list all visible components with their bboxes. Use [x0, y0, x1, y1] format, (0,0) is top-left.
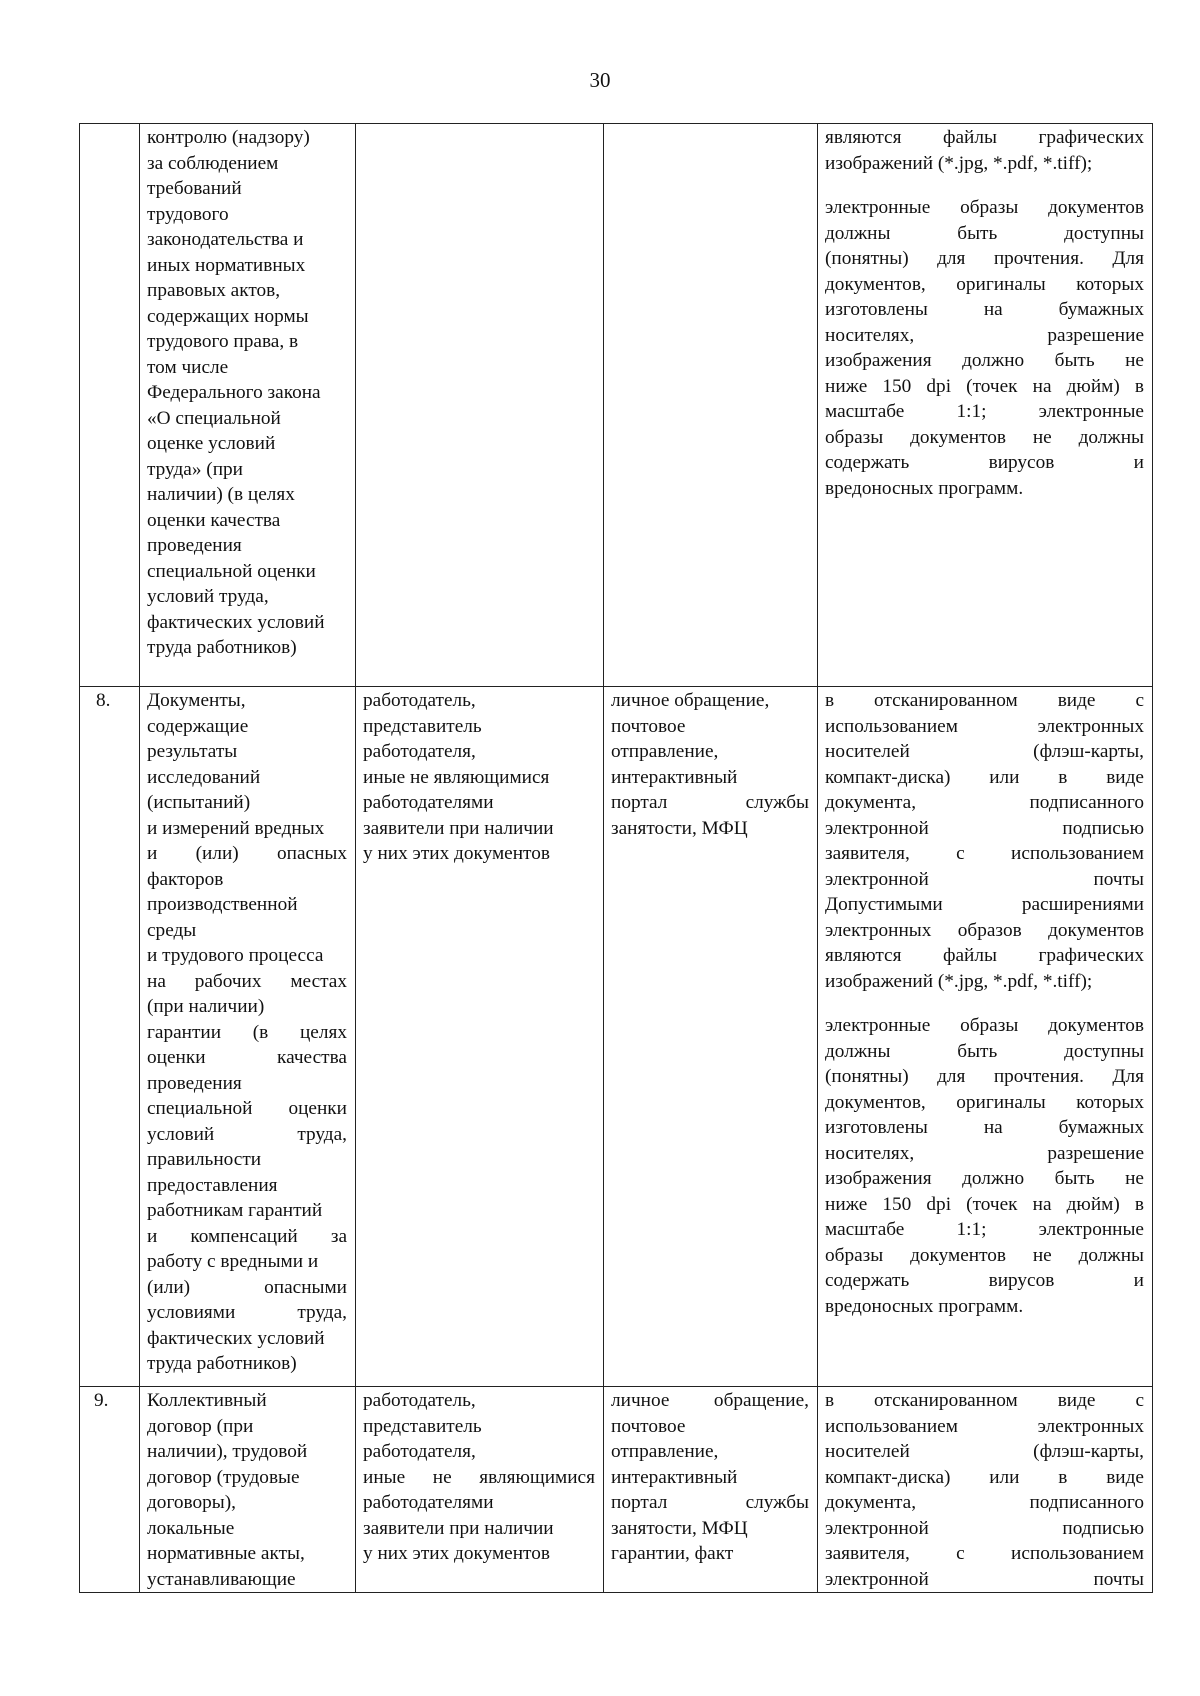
- text-line: отправление,: [611, 1441, 719, 1462]
- text-line: оценке условий: [147, 433, 276, 454]
- text-line: документов, оригиналы которых: [825, 273, 1144, 295]
- text-line: изображений (*.jpg, *.pdf, *.tiff);: [825, 970, 1093, 992]
- provider-cell: [356, 687, 604, 1387]
- documents-table: [79, 123, 1153, 1593]
- text-line: должны быть доступны: [825, 222, 1144, 244]
- text-line: носителей (флэш-карты,: [825, 741, 1144, 762]
- text-line: электронные образы документов: [825, 1015, 1144, 1036]
- text-line: носителей (флэш-карты,: [825, 1441, 1144, 1462]
- page-number: 30: [589, 68, 611, 92]
- text-line: заявители при наличии: [363, 1517, 554, 1539]
- text-line: портал службы: [611, 1492, 809, 1513]
- text-line: локальные: [147, 1517, 235, 1539]
- text-line: требований: [147, 178, 242, 199]
- text-line: нормативные акты,: [147, 1543, 305, 1564]
- row-number: 9.: [80, 1387, 140, 1593]
- text-line: электронной почты: [825, 868, 1144, 890]
- text-line: работодателя,: [363, 1441, 476, 1462]
- provider-cell: [356, 1387, 604, 1593]
- text-line: работодателями: [363, 1492, 494, 1513]
- text-line: трудового: [147, 203, 229, 225]
- text-line: изображения должно быть не: [825, 350, 1144, 371]
- text-line: образы документов не должны: [825, 426, 1144, 448]
- text-line: изображений (*.jpg, *.pdf, *.tiff);: [825, 152, 1093, 174]
- text-line: трудового права, в: [147, 331, 299, 352]
- text-line: электронных образов документов: [825, 919, 1144, 941]
- paragraph: [825, 1388, 1144, 1592]
- text-line: портал службы: [611, 792, 809, 813]
- text-line: ниже 150 dpi (точек на дюйм) в: [825, 1193, 1144, 1215]
- text-line: почтовое: [611, 715, 686, 737]
- text-line: оценки качества: [147, 1047, 347, 1068]
- text-line: (понятны) для прочтения. Для: [825, 248, 1144, 269]
- text-line: документов, оригиналы которых: [825, 1091, 1144, 1113]
- text-line: у них этих документов: [363, 843, 550, 864]
- text-line: проведения: [147, 1072, 242, 1094]
- text-line: заявители при наличии: [363, 817, 554, 839]
- text-line: изготовлены на бумажных: [825, 1117, 1144, 1138]
- text-line: носителях, разрешение: [825, 1142, 1144, 1164]
- text-line: работодателями: [363, 792, 494, 813]
- text-line: правильности: [147, 1149, 262, 1170]
- text-line: проведения: [147, 535, 242, 556]
- text-line: и трудового процесса: [147, 945, 324, 966]
- text-line: образы документов не должны: [825, 1244, 1144, 1266]
- text-line: труда работников): [147, 637, 297, 658]
- text-line: наличии) (в целях: [147, 484, 295, 505]
- text-line: труда работников): [147, 1353, 297, 1374]
- document-name-cell: [140, 687, 356, 1387]
- text-line: работу с вредными и: [147, 1251, 319, 1272]
- text-line: представитель: [363, 715, 482, 737]
- text-line: (испытаний): [147, 792, 251, 813]
- text-line: отправление,: [611, 741, 719, 762]
- text-line: за соблюдением: [147, 152, 279, 174]
- text-line: специальной оценки: [147, 1098, 347, 1119]
- text-line: носителях, разрешение: [825, 324, 1144, 346]
- text-line: предоставления: [147, 1174, 278, 1196]
- text-line: являются файлы графических: [825, 127, 1144, 148]
- paragraph: [825, 688, 1144, 994]
- format-requirements-cell: [818, 1387, 1153, 1593]
- text-line: среды: [147, 919, 197, 941]
- text-line: заявителя, с использованием: [825, 1543, 1144, 1564]
- text-line: Федерального закона: [147, 382, 321, 403]
- text-line: иных нормативных: [147, 254, 306, 276]
- text-line: контролю (надзору): [147, 127, 310, 148]
- document-name-cell: [140, 1387, 356, 1593]
- paragraph-gap: [825, 176, 1144, 195]
- text-line: «О специальной: [147, 407, 281, 429]
- text-line: документа, подписанного: [825, 1492, 1144, 1513]
- text-line: в отсканированном виде с: [825, 690, 1144, 711]
- document-name-cell: [140, 124, 356, 687]
- text-line: электронной подписью: [825, 817, 1144, 839]
- text-line: личное обращение,: [611, 690, 770, 711]
- text-line: изготовлены на бумажных: [825, 299, 1144, 320]
- text-line: договор (при: [147, 1415, 254, 1437]
- text-line: договор (трудовые: [147, 1466, 300, 1488]
- text-line: устанавливающие: [147, 1568, 296, 1590]
- text-line: компакт-диска) или в виде: [825, 766, 1144, 788]
- paragraph: [825, 1013, 1144, 1319]
- text-line: являются файлы графических: [825, 945, 1144, 966]
- text-line: и (или) опасных: [147, 843, 347, 864]
- table-row: [80, 124, 1153, 687]
- submission-method-cell: [604, 687, 818, 1387]
- text-line: документа, подписанного: [825, 792, 1144, 813]
- row-number: 8.: [80, 687, 140, 1387]
- text-line: электронной подписью: [825, 1517, 1144, 1539]
- text-line: работодатель,: [363, 690, 476, 711]
- text-line: (понятны) для прочтения. Для: [825, 1066, 1144, 1087]
- format-requirements-cell: [818, 124, 1153, 687]
- text-line: результаты: [147, 741, 238, 762]
- text-line: (или) опасными: [147, 1276, 347, 1298]
- text-line: компакт-диска) или в виде: [825, 1466, 1144, 1488]
- text-line: личное обращение,: [611, 1390, 809, 1411]
- submission-method-cell: [604, 1387, 818, 1593]
- text-line: оценки качества: [147, 509, 281, 531]
- text-line: специальной оценки: [147, 560, 316, 582]
- text-line: работникам гарантий: [147, 1200, 323, 1221]
- paragraph: [825, 195, 1144, 501]
- table-row: [80, 687, 1153, 1387]
- submission-method-cell: [604, 124, 818, 687]
- text-line: (при наличии): [147, 996, 265, 1017]
- text-line: представитель: [363, 1415, 482, 1437]
- text-line: Коллективный: [147, 1390, 267, 1411]
- text-line: фактических условий: [147, 611, 325, 633]
- text-line: вредоносных программ.: [825, 477, 1024, 499]
- text-line: почтовое: [611, 1415, 686, 1437]
- text-line: электронной почты: [825, 1568, 1144, 1590]
- text-line: Документы,: [147, 690, 246, 711]
- text-line: заявителя, с использованием: [825, 843, 1144, 864]
- text-line: гарантии (в целях: [147, 1021, 347, 1043]
- text-line: в отсканированном виде с: [825, 1390, 1144, 1411]
- text-line: изображения должно быть не: [825, 1168, 1144, 1189]
- text-line: использованием электронных: [825, 715, 1144, 737]
- paragraph: [825, 125, 1144, 176]
- paragraph-gap: [825, 994, 1144, 1013]
- text-line: иные не являющимися: [363, 1466, 595, 1488]
- text-line: Допустимыми расширениями: [825, 894, 1144, 915]
- provider-cell: [356, 124, 604, 687]
- text-line: гарантии, факт: [611, 1543, 734, 1564]
- text-line: наличии), трудовой: [147, 1441, 308, 1462]
- text-line: содержать вирусов и: [825, 452, 1144, 473]
- text-line: вредоносных программ.: [825, 1295, 1024, 1317]
- text-line: законодательства и: [147, 229, 304, 250]
- text-line: интерактивный: [611, 1466, 738, 1488]
- text-line: и измерений вредных: [147, 817, 325, 839]
- text-line: исследований: [147, 766, 261, 788]
- format-requirements-cell: [818, 687, 1153, 1387]
- text-line: занятости, МФЦ: [611, 817, 748, 839]
- text-line: масштабе 1:1; электронные: [825, 1219, 1144, 1240]
- text-line: занятости, МФЦ: [611, 1517, 748, 1539]
- text-line: условий труда,: [147, 1123, 347, 1145]
- text-line: том числе: [147, 356, 229, 378]
- text-line: правовых актов,: [147, 280, 281, 301]
- text-line: условий труда,: [147, 586, 269, 607]
- table-row: [80, 1387, 1153, 1593]
- row-number: [80, 124, 140, 687]
- text-line: иные не являющимися: [363, 766, 550, 788]
- text-line: и компенсаций за: [147, 1225, 347, 1247]
- text-line: условиями труда,: [147, 1302, 347, 1323]
- text-line: договоры),: [147, 1492, 236, 1513]
- text-line: на рабочих местах: [147, 970, 347, 992]
- text-line: работодатель,: [363, 1390, 476, 1411]
- text-line: факторов: [147, 868, 224, 890]
- text-line: содержащие: [147, 715, 249, 737]
- text-line: работодателя,: [363, 741, 476, 762]
- text-line: содержать вирусов и: [825, 1270, 1144, 1291]
- text-line: у них этих документов: [363, 1543, 550, 1564]
- text-line: электронные образы документов: [825, 197, 1144, 218]
- text-line: труда» (при: [147, 458, 244, 480]
- text-line: производственной: [147, 894, 298, 915]
- text-line: должны быть доступны: [825, 1040, 1144, 1062]
- text-line: масштабе 1:1; электронные: [825, 401, 1144, 422]
- text-line: ниже 150 dpi (точек на дюйм) в: [825, 375, 1144, 397]
- text-line: содержащих нормы: [147, 305, 309, 327]
- text-line: использованием электронных: [825, 1415, 1144, 1437]
- text-line: интерактивный: [611, 766, 738, 788]
- text-line: фактических условий: [147, 1327, 325, 1349]
